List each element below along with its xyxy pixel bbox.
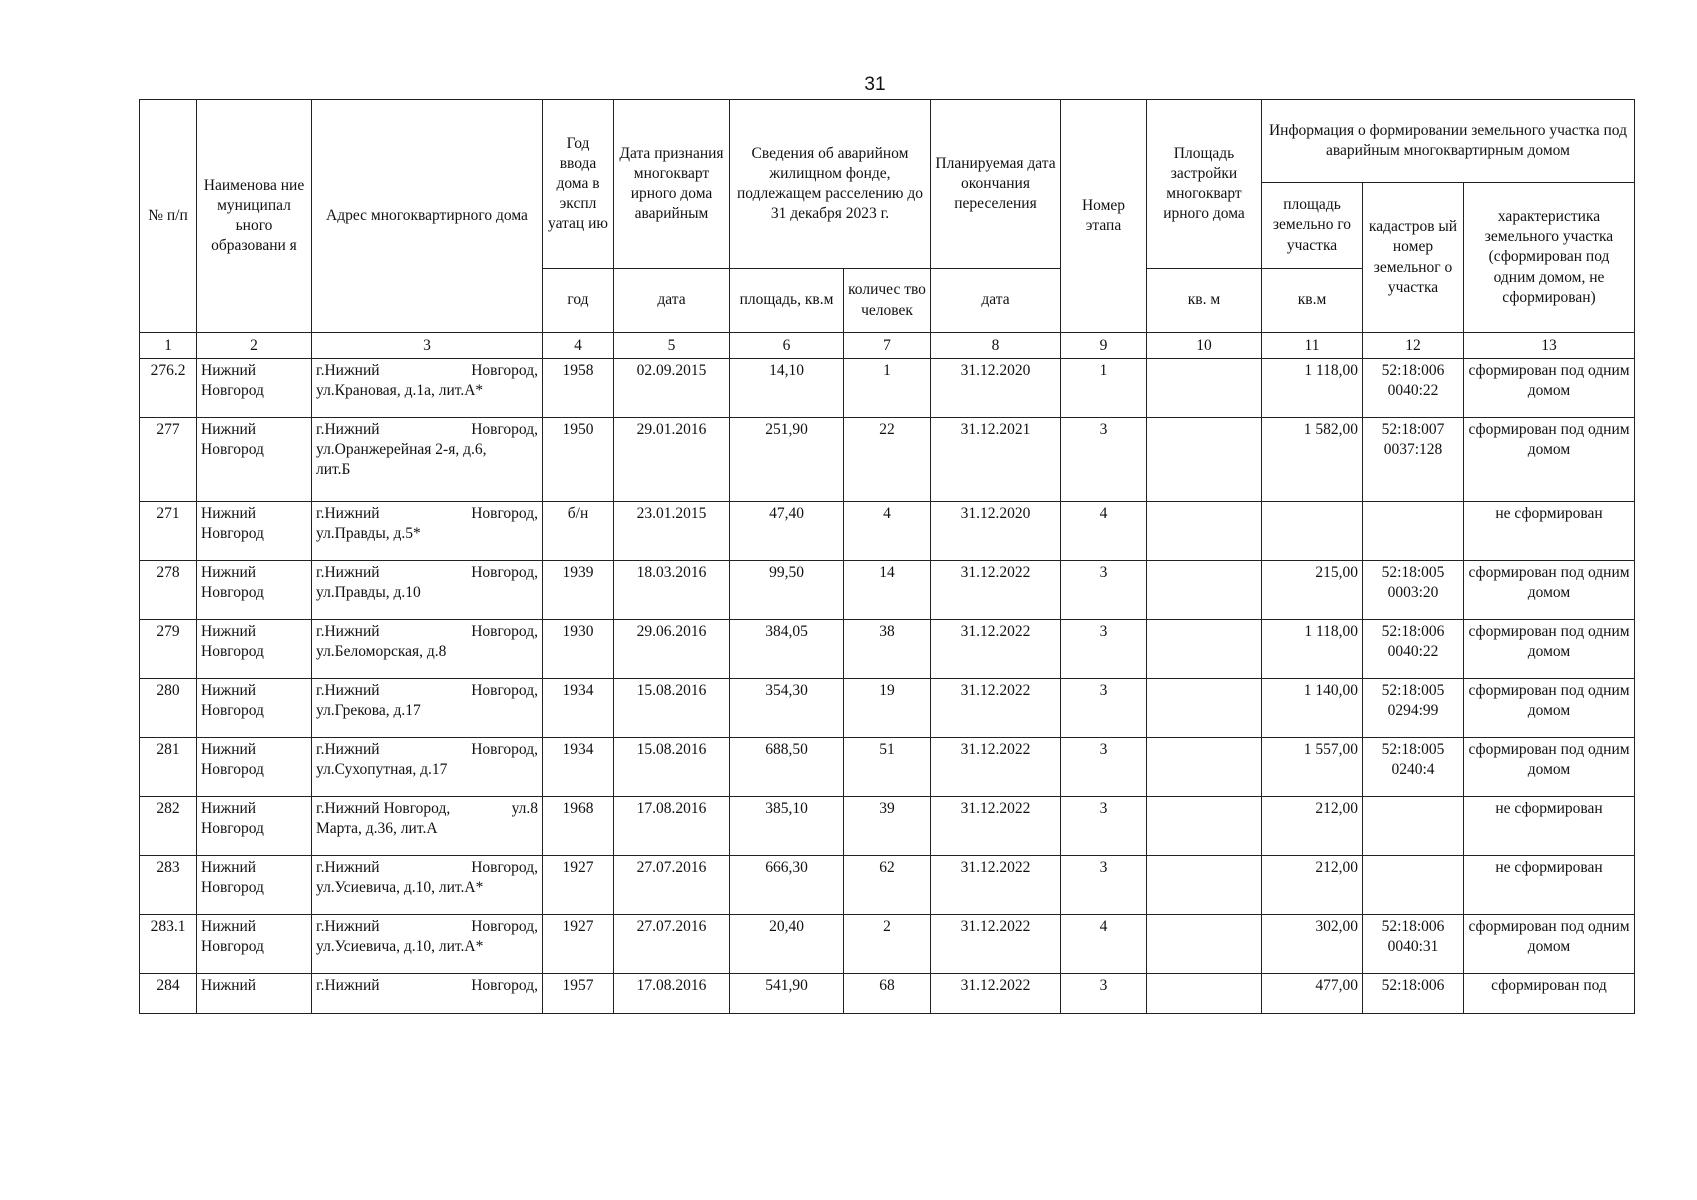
- building-area: [1147, 620, 1262, 679]
- column-number: 1: [140, 333, 197, 359]
- land-status: сформирован под одним домом: [1464, 915, 1635, 974]
- address-line-2: ул.Усиевича, д.10, лит.А*: [316, 938, 484, 956]
- column-number: 12: [1363, 333, 1464, 359]
- building-area: [1147, 359, 1262, 418]
- address-line-2: ул.Грекова, д.17: [316, 702, 421, 720]
- address-line-2: Марта, д.36, лит.А: [316, 820, 438, 838]
- municipality: Нижний Новгород: [197, 418, 312, 502]
- municipality: Нижний Новгород: [197, 797, 312, 856]
- header-building-area: Площадь застройки многокварт ирного дома: [1147, 100, 1262, 269]
- table-row: [140, 418, 1635, 502]
- recognition-date: 15.08.2016: [614, 738, 730, 797]
- recognition-date: 17.08.2016: [614, 797, 730, 856]
- header-address: Адрес многоквартирного дома: [312, 100, 543, 333]
- address-part-a: г.Нижний: [316, 682, 380, 699]
- planned-date: 31.12.2022: [931, 856, 1061, 915]
- planned-date: 31.12.2020: [931, 359, 1061, 418]
- year-built: 1930: [543, 620, 614, 679]
- address: [312, 974, 543, 1014]
- land-status: сформирован под одним домом: [1464, 620, 1635, 679]
- column-number: 5: [614, 333, 730, 359]
- column-number: 8: [931, 333, 1061, 359]
- address-part-a: г.Нижний: [316, 859, 380, 876]
- address-part-b: Новгород,: [471, 682, 538, 699]
- cadastral-number: [1363, 797, 1464, 856]
- year-built: 1927: [543, 915, 614, 974]
- row-number: 277: [140, 418, 197, 502]
- address: [312, 915, 543, 974]
- year-built: 1950: [543, 418, 614, 502]
- address: [312, 418, 543, 502]
- people-count: 19: [844, 679, 931, 738]
- land-area: 212,00: [1262, 797, 1363, 856]
- address-part-b: Новгород,: [471, 918, 538, 935]
- land-area: 1 582,00: [1262, 418, 1363, 502]
- recognition-date: 23.01.2015: [614, 502, 730, 561]
- address-part-a: г.Нижний: [316, 362, 380, 379]
- header-stage: Номер этапа: [1061, 100, 1147, 333]
- people-count: 51: [844, 738, 931, 797]
- land-status: не сформирован: [1464, 797, 1635, 856]
- row-number: 282: [140, 797, 197, 856]
- building-area: [1147, 738, 1262, 797]
- cadastral-number: 52:18:006 0040:22: [1363, 620, 1464, 679]
- header-land-info: Информация о формировании земельного участка под аварийным многоквартирным домом: [1262, 100, 1635, 183]
- header-area: площадь, кв.м: [730, 269, 844, 333]
- address: [312, 856, 543, 915]
- address-line-3: лит.Б: [316, 461, 351, 479]
- address: [312, 797, 543, 856]
- building-area: [1147, 915, 1262, 974]
- planned-date: 31.12.2022: [931, 797, 1061, 856]
- header-land-status: характеристика земельного участка (сформирован под одним домом, не сформирован): [1464, 183, 1635, 333]
- land-status: сформирован под одним домом: [1464, 359, 1635, 418]
- address-part-b: Новгород,: [471, 859, 538, 876]
- building-area: [1147, 797, 1262, 856]
- stage-number: 1: [1061, 359, 1147, 418]
- building-area: [1147, 856, 1262, 915]
- recognition-date: 15.08.2016: [614, 679, 730, 738]
- planned-date: 31.12.2020: [931, 502, 1061, 561]
- municipality: Нижний: [197, 974, 312, 1014]
- year-built: 1939: [543, 561, 614, 620]
- stage-number: 3: [1061, 856, 1147, 915]
- unit-date: дата: [614, 269, 730, 333]
- cadastral-number: 52:18:006: [1363, 974, 1464, 1014]
- land-area: 1 118,00: [1262, 359, 1363, 418]
- municipality: Нижний Новгород: [197, 561, 312, 620]
- building-area: [1147, 974, 1262, 1014]
- address-line-1: [316, 420, 538, 440]
- address-line-2: ул.Крановая, д.1а, лит.А*: [316, 382, 484, 400]
- municipality: Нижний Новгород: [197, 679, 312, 738]
- stage-number: 3: [1061, 738, 1147, 797]
- row-number: 279: [140, 620, 197, 679]
- land-status: сформирован под одним домом: [1464, 679, 1635, 738]
- header-cadastral: кадастров ый номер земельног о участка: [1363, 183, 1464, 333]
- address-part-a: г.Нижний: [316, 918, 380, 935]
- planned-date: 31.12.2022: [931, 915, 1061, 974]
- address-part-a: г.Нижний: [316, 421, 380, 438]
- emergency-area: 20,40: [730, 915, 844, 974]
- address-part-a: г.Нижний: [316, 741, 380, 758]
- recognition-date: 29.06.2016: [614, 620, 730, 679]
- emergency-area: 251,90: [730, 418, 844, 502]
- address-part-a: г.Нижний: [316, 977, 380, 994]
- municipality: Нижний Новгород: [197, 620, 312, 679]
- land-status: не сформирован: [1464, 856, 1635, 915]
- cadastral-number: [1363, 856, 1464, 915]
- municipality: Нижний Новгород: [197, 502, 312, 561]
- column-numbers: [140, 333, 1635, 359]
- year-built: 1957: [543, 974, 614, 1014]
- land-status: сформирован под одним домом: [1464, 418, 1635, 502]
- address-part-b: ул.8: [511, 800, 538, 817]
- emergency-area: 354,30: [730, 679, 844, 738]
- address-part-b: Новгород,: [471, 741, 538, 758]
- municipality: Нижний Новгород: [197, 359, 312, 418]
- cadastral-number: 52:18:006 0040:31: [1363, 915, 1464, 974]
- address: [312, 620, 543, 679]
- emergency-area: 47,40: [730, 502, 844, 561]
- planned-date: 31.12.2022: [931, 620, 1061, 679]
- table-row: [140, 797, 1635, 856]
- people-count: 68: [844, 974, 931, 1014]
- address-line-1: [316, 740, 538, 760]
- cadastral-number: 52:18:005 0003:20: [1363, 561, 1464, 620]
- cadastral-number: 52:18:006 0040:22: [1363, 359, 1464, 418]
- emergency-area: 99,50: [730, 561, 844, 620]
- address-part-b: Новгород,: [471, 362, 538, 379]
- column-number: 10: [1147, 333, 1262, 359]
- address-line-1: [316, 976, 538, 996]
- address-part-a: г.Нижний: [316, 505, 380, 522]
- table-row: [140, 856, 1635, 915]
- recognition-date: 27.07.2016: [614, 915, 730, 974]
- unit-building-area: кв. м: [1147, 269, 1262, 333]
- stage-number: 3: [1061, 797, 1147, 856]
- address-part-b: Новгород,: [471, 505, 538, 522]
- address-line-2: ул.Сухопутная, д.17: [316, 761, 448, 779]
- stage-number: 4: [1061, 915, 1147, 974]
- cadastral-number: 52:18:005 0294:99: [1363, 679, 1464, 738]
- people-count: 38: [844, 620, 931, 679]
- land-status: сформирован под одним домом: [1464, 561, 1635, 620]
- year-built: 1934: [543, 679, 614, 738]
- land-area: 477,00: [1262, 974, 1363, 1014]
- emergency-area: 384,05: [730, 620, 844, 679]
- emergency-area: 385,10: [730, 797, 844, 856]
- table-body: [140, 359, 1635, 1014]
- cadastral-number: [1363, 502, 1464, 561]
- recognition-date: 29.01.2016: [614, 418, 730, 502]
- building-area: [1147, 561, 1262, 620]
- unit-year: год: [543, 269, 614, 333]
- stage-number: 3: [1061, 974, 1147, 1014]
- year-built: 1934: [543, 738, 614, 797]
- address-line-1: [316, 504, 538, 524]
- table-row: [140, 738, 1635, 797]
- planned-date: 31.12.2022: [931, 974, 1061, 1014]
- people-count: 4: [844, 502, 931, 561]
- emergency-housing-table: [139, 99, 1635, 1014]
- row-number: 276.2: [140, 359, 197, 418]
- building-area: [1147, 502, 1262, 561]
- column-number: 4: [543, 333, 614, 359]
- row-number: 280: [140, 679, 197, 738]
- header-emergency-fund: Сведения об аварийном жилищном фонде, подлежащем расселению до 31 декабря 2023 г.: [730, 100, 931, 269]
- table-row: [140, 915, 1635, 974]
- municipality: Нижний Новгород: [197, 856, 312, 915]
- address-line-2: ул.Оранжерейная 2-я, д.6,: [316, 441, 487, 459]
- planned-date: 31.12.2021: [931, 418, 1061, 502]
- address-part-a: г.Нижний: [316, 623, 380, 640]
- page-number: 31: [864, 74, 886, 95]
- unit-planned-date: дата: [931, 269, 1061, 333]
- people-count: 14: [844, 561, 931, 620]
- table-header: [140, 100, 1635, 333]
- municipality: Нижний Новгород: [197, 738, 312, 797]
- recognition-date: 27.07.2016: [614, 856, 730, 915]
- municipality: Нижний Новгород: [197, 915, 312, 974]
- table-row: [140, 620, 1635, 679]
- recognition-date: 02.09.2015: [614, 359, 730, 418]
- year-built: 1958: [543, 359, 614, 418]
- address: [312, 738, 543, 797]
- land-area: [1262, 502, 1363, 561]
- land-area: 1 118,00: [1262, 620, 1363, 679]
- land-area: 1 140,00: [1262, 679, 1363, 738]
- year-built: б/н: [543, 502, 614, 561]
- address-part-b: Новгород,: [471, 623, 538, 640]
- row-number: 284: [140, 974, 197, 1014]
- land-status: сформирован под: [1464, 974, 1635, 1014]
- header-recognition-date: Дата признания многокварт ирного дома аварийным: [614, 100, 730, 269]
- land-area: 215,00: [1262, 561, 1363, 620]
- address-part-a: г.Нижний Новгород,: [316, 800, 451, 817]
- address-line-1: [316, 361, 538, 381]
- emergency-area: 666,30: [730, 856, 844, 915]
- emergency-area: 14,10: [730, 359, 844, 418]
- header-year: Год ввода дома в экспл уатац ию: [543, 100, 614, 269]
- stage-number: 3: [1061, 418, 1147, 502]
- stage-number: 4: [1061, 502, 1147, 561]
- people-count: 39: [844, 797, 931, 856]
- address-line-2: ул.Усиевича, д.10, лит.А*: [316, 879, 484, 897]
- people-count: 62: [844, 856, 931, 915]
- table-row: [140, 679, 1635, 738]
- land-area: 212,00: [1262, 856, 1363, 915]
- building-area: [1147, 418, 1262, 502]
- emergency-area: 688,50: [730, 738, 844, 797]
- column-number: 11: [1262, 333, 1363, 359]
- emergency-area: 541,90: [730, 974, 844, 1014]
- header-land-area: площадь земельно го участка: [1262, 183, 1363, 269]
- recognition-date: 17.08.2016: [614, 974, 730, 1014]
- planned-date: 31.12.2022: [931, 561, 1061, 620]
- address: [312, 679, 543, 738]
- row-number: 278: [140, 561, 197, 620]
- row-number: 283: [140, 856, 197, 915]
- column-number: 7: [844, 333, 931, 359]
- address: [312, 359, 543, 418]
- address-line-2: ул.Беломорская, д.8: [316, 643, 447, 661]
- address: [312, 502, 543, 561]
- column-number: 3: [312, 333, 543, 359]
- column-number: 13: [1464, 333, 1635, 359]
- row-number: 283.1: [140, 915, 197, 974]
- stage-number: 3: [1061, 620, 1147, 679]
- address-part-b: Новгород,: [471, 564, 538, 581]
- address-part-b: Новгород,: [471, 421, 538, 438]
- people-count: 2: [844, 915, 931, 974]
- land-area: 1 557,00: [1262, 738, 1363, 797]
- planned-date: 31.12.2022: [931, 738, 1061, 797]
- address-part-a: г.Нижний: [316, 564, 380, 581]
- land-status: не сформирован: [1464, 502, 1635, 561]
- recognition-date: 18.03.2016: [614, 561, 730, 620]
- address-line-1: [316, 681, 538, 701]
- land-status: сформирован под одним домом: [1464, 738, 1635, 797]
- address-line-1: [316, 563, 538, 583]
- address-line-1: [316, 917, 538, 937]
- table-row: [140, 561, 1635, 620]
- building-area: [1147, 679, 1262, 738]
- cadastral-number: 52:18:005 0240:4: [1363, 738, 1464, 797]
- address-line-1: [316, 858, 538, 878]
- column-number: 2: [197, 333, 312, 359]
- address-line-1: [316, 622, 538, 642]
- address-part-b: Новгород,: [471, 977, 538, 994]
- address-line-2: ул.Правды, д.10: [316, 584, 421, 602]
- header-municipality: Наименова ние муниципал ьного образовани я: [197, 100, 312, 333]
- land-area: 302,00: [1262, 915, 1363, 974]
- year-built: 1927: [543, 856, 614, 915]
- header-number: № п/п: [140, 100, 197, 333]
- table-row: [140, 974, 1635, 1014]
- people-count: 22: [844, 418, 931, 502]
- table-row: [140, 502, 1635, 561]
- row-number: 271: [140, 502, 197, 561]
- cadastral-number: 52:18:007 0037:128: [1363, 418, 1464, 502]
- address-line-1: [316, 799, 538, 819]
- column-number: 9: [1061, 333, 1147, 359]
- header-planned-date: Планируемая дата окончания переселения: [931, 100, 1061, 269]
- people-count: 1: [844, 359, 931, 418]
- stage-number: 3: [1061, 679, 1147, 738]
- address: [312, 561, 543, 620]
- year-built: 1968: [543, 797, 614, 856]
- column-number: 6: [730, 333, 844, 359]
- row-number: 281: [140, 738, 197, 797]
- stage-number: 3: [1061, 561, 1147, 620]
- planned-date: 31.12.2022: [931, 679, 1061, 738]
- unit-land-area: кв.м: [1262, 269, 1363, 333]
- header-people: количес тво человек: [844, 269, 931, 333]
- table-row: [140, 359, 1635, 418]
- address-line-2: ул.Правды, д.5*: [316, 525, 421, 543]
